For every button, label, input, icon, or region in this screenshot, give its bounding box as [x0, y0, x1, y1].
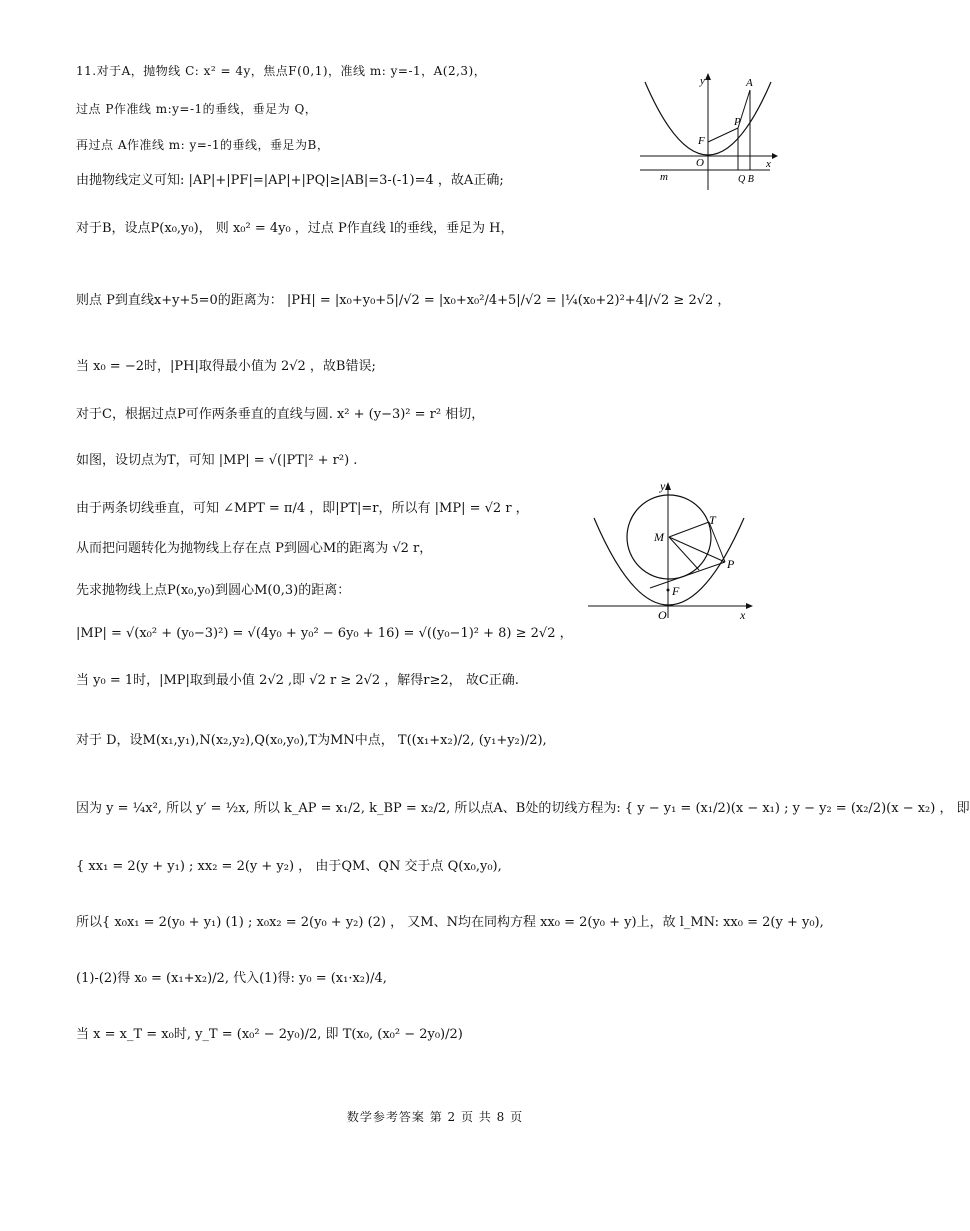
- fig1-label-f: F: [698, 135, 705, 147]
- line-15: 对于 D，设M(x₁,y₁),N(x₂,y₂),Q(x₀,y₀),T为MN中点， T((x₁+x₂)/2, (y₁+y₂)/2),: [76, 733, 547, 748]
- fig2-label-x: x: [740, 608, 746, 622]
- fig1-label-m: m: [660, 171, 668, 183]
- fig2-label-t: T: [709, 513, 716, 527]
- line-10: 由于两条切线垂直，可知 ∠MPT = π/4 ，即|PT|=r，所以有 |MP| = √2 r ，: [76, 501, 529, 516]
- fig2-label-y: y: [660, 479, 666, 493]
- line-4: 由抛物线定义可知: |AP|+|PF|=|AP|+|PQ|≥|AB|=3-(-1)=4 ，故A正确;: [76, 173, 504, 188]
- line-3: 再过点 A作准线 m: y=-1的垂线，垂足为B，: [76, 138, 330, 152]
- fig2-label-m: M: [654, 530, 664, 544]
- figure-parabola-circle: [588, 478, 758, 624]
- line-12: 先求抛物线上点P(x₀,y₀)到圆心M(0,3)的距离：: [76, 583, 351, 598]
- fig1-label-qb: Q B: [738, 174, 754, 185]
- fig1-label-a: A: [746, 77, 753, 89]
- fig1-label-y: y: [700, 75, 705, 87]
- line-20: 当 x = x_T = x₀时, y_T = (x₀² − 2y₀)/2, 即 T(x₀, (x₀² − 2y₀)/2): [76, 1027, 463, 1042]
- line-1: 11.对于A，抛物线 C: x² = 4y，焦点F(0,1)，准线 m: y=-1，A(2,3)，: [76, 64, 487, 78]
- line-8: 对于C，根据过点P可作两条垂直的直线与圆. x² + (y−3)² = r² 相切，: [76, 407, 485, 422]
- line-13: |MP| = √(x₀² + (y₀−3)²) = √(4y₀ + y₀² − 6y₀ + 16) = √((y₀−1)² + 8) ≥ 2√2 ，: [76, 626, 573, 641]
- line-16: 因为 y = ¼x², 所以 y′ = ½x, 所以 k_AP = x₁/2, k_BP = x₂/2, 所以点A、B处的切线方程为: { y − y₁ = (x₁/2)(x − x₁) ; y − y₂ = (x₂/2)(x − x₂) ， 即: [76, 801, 970, 816]
- page-footer: 数学参考答案 第 2 页 共 8 页: [346, 1110, 524, 1124]
- line-11: 从而把问题转化为抛物线上存在点 P到圆心M的距离为 √2 r，: [76, 541, 433, 556]
- fig2-label-f: F: [672, 584, 680, 598]
- fig1-label-p: P: [734, 116, 741, 128]
- line-9: 如图，设切点为T，可知 |MP| = √(|PT|² + r²) .: [76, 453, 358, 468]
- fig2-label-p: P: [727, 557, 735, 571]
- line-7: 当 x₀ = −2时，|PH|取得最小值为 2√2 ，故B错误;: [76, 359, 376, 374]
- line-18: 所以{ x₀x₁ = 2(y₀ + y₁) (1) ; x₀x₂ = 2(y₀ + y₂) (2) ， 又M、N均在同构方程 xx₀ = 2(y₀ + y)上，故 l_MN: xx₀ = 2(y + y₀),: [76, 915, 824, 930]
- line-5: 对于B，设点P(x₀,y₀)， 则 x₀² = 4y₀ ，过点 P作直线 l的垂线，垂足为 H，: [76, 221, 514, 236]
- line-19: (1)-(2)得 x₀ = (x₁+x₂)/2, 代入(1)得: y₀ = (x₁·x₂)/4,: [76, 971, 387, 986]
- line-17: { xx₁ = 2(y + y₁) ; xx₂ = 2(y + y₂) ， 由于QM、QN 交于点 Q(x₀,y₀),: [76, 859, 502, 874]
- figure-parabola-1: [640, 70, 780, 195]
- line-14: 当 y₀ = 1时，|MP|取到最小值 2√2 ,即 √2 r ≥ 2√2 ，解得r≥2， 故C正确.: [76, 673, 519, 688]
- fig1-label-o: O: [696, 157, 704, 169]
- line-2: 过点 P作准线 m:y=-1的垂线，垂足为 Q，: [76, 102, 318, 116]
- line-6: 则点 P到直线x+y+5=0的距离为： |PH| = |x₀+y₀+5|/√2 = |x₀+x₀²/4+5|/√2 = |¼(x₀+2)²+4|/√2 ≥ 2√2 ，: [76, 293, 731, 308]
- fig2-label-o: O: [658, 608, 667, 622]
- fig1-label-x: x: [766, 158, 771, 170]
